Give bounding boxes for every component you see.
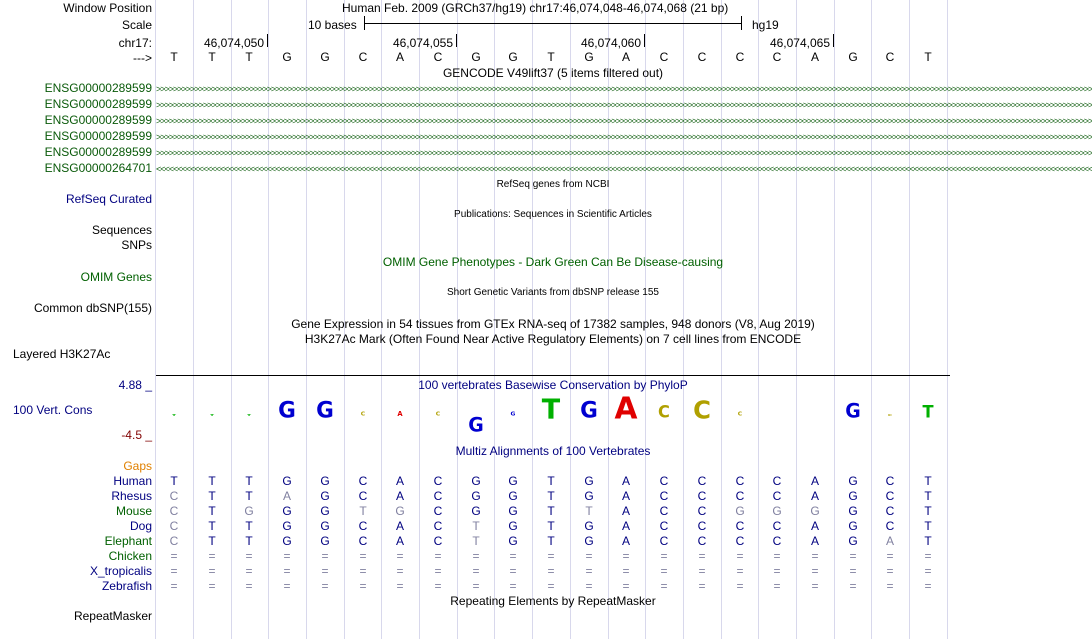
alignment-base: T: [547, 474, 555, 488]
gene-feature[interactable]: >>>>>>>>>>>>>>>>>>>>>>>>>>>>>>>>>>>>>>>>>>>>>>>>>>>>>>>>>>>>>>>>>>>>>>>>>>>>>>>>>>>>>>>>>>>>>>>>>>>>>>>>>>>>>>>>>>>>>>>>>>>>>>>>>>>>>>>>>>>>>>>>>>>>>>>>>>>>>>>>>>>>>>>>>>>>>>>>>>>>>>>>>>>>>>>>>>>>>>>>>>>>>>>>>>>>>>>>>>>>: [156, 148, 1092, 158]
conservation-letter: T: [171, 413, 177, 417]
alignment-base: T: [924, 504, 932, 518]
gene-label[interactable]: ENSG00000264701: [44, 161, 152, 175]
alignment-base: C: [697, 534, 707, 548]
scale-assembly: hg19: [752, 18, 779, 32]
reference-base: A: [395, 50, 405, 64]
alignment-base: =: [622, 549, 630, 563]
reference-base: T: [208, 50, 216, 64]
alignment-base: T: [359, 504, 367, 518]
alignment-base: G: [584, 519, 594, 533]
alignment-base: A: [621, 474, 631, 488]
gencode-track-title[interactable]: GENCODE V49lift37 (5 items filtered out): [442, 66, 664, 80]
alignment-base: G: [282, 504, 292, 518]
alignment-base: =: [509, 564, 517, 578]
alignment-base: C: [433, 474, 443, 488]
conservation-track-title[interactable]: 100 vertebrates Basewise Conservation by PhyloP: [418, 378, 688, 392]
species-label[interactable]: Zebrafish: [101, 579, 152, 593]
alignment-base: =: [245, 564, 253, 578]
reference-base: T: [547, 50, 555, 64]
conservation-letter: C: [887, 413, 893, 417]
alignment-base: A: [621, 534, 631, 548]
alignment-base: =: [509, 579, 517, 593]
repeatmasker-track-title[interactable]: Repeating Elements by RepeatMasker: [450, 594, 656, 608]
alignment-base: G: [282, 534, 292, 548]
alignment-base: C: [358, 519, 368, 533]
reference-base: C: [885, 50, 895, 64]
alignment-base: =: [396, 549, 404, 563]
alignment-base: T: [208, 519, 216, 533]
alignment-base: =: [811, 564, 819, 578]
alignment-base: =: [547, 579, 555, 593]
common-dbsnp-label[interactable]: Common dbSNP(155): [33, 301, 152, 315]
alignment-base: T: [924, 519, 932, 533]
alignment-base: =: [849, 549, 857, 563]
scale-bar-right-tick: [741, 16, 742, 30]
alignment-base: G: [320, 474, 330, 488]
reference-base: T: [170, 50, 178, 64]
alignment-base: A: [395, 489, 405, 503]
alignment-base: G: [848, 504, 858, 518]
alignment-base: C: [885, 474, 895, 488]
species-label[interactable]: Human: [113, 474, 152, 488]
alignment-base: =: [924, 579, 932, 593]
alignment-base: =: [773, 579, 781, 593]
alignment-base: =: [698, 564, 706, 578]
gene-feature[interactable]: >>>>>>>>>>>>>>>>>>>>>>>>>>>>>>>>>>>>>>>>>>>>>>>>>>>>>>>>>>>>>>>>>>>>>>>>>>>>>>>>>>>>>>>>>>>>>>>>>>>>>>>>>>>>>>>>>>>>>>>>>>>>>>>>>>>>>>>>>>>>>>>>>>>>>>>>>>>>>>>>>>>>>>>>>>>>>>>>>>>>>>>>>>>>>>>>>>>>>>>>>>>>>>>>>>>>>>>>>>>>: [156, 132, 1092, 142]
omim-genes-label[interactable]: OMIM Genes: [80, 270, 152, 284]
alignment-base: G: [282, 474, 292, 488]
conservation-letter: G: [580, 397, 598, 424]
alignment-base: C: [697, 519, 707, 533]
alignment-base: G: [810, 504, 820, 518]
alignment-base: G: [471, 504, 481, 518]
alignment-base: =: [359, 549, 367, 563]
alignment-base: A: [395, 534, 405, 548]
gene-feature[interactable]: >>>>>>>>>>>>>>>>>>>>>>>>>>>>>>>>>>>>>>>>>>>>>>>>>>>>>>>>>>>>>>>>>>>>>>>>>>>>>>>>>>>>>>>>>>>>>>>>>>>>>>>>>>>>>>>>>>>>>>>>>>>>>>>>>>>>>>>>>>>>>>>>>>>>>>>>>>>>>>>>>>>>>>>>>>>>>>>>>>>>>>>>>>>>>>>>>>>>>>>>>>>>>>>>>>>>>>>>>>>>: [156, 84, 1092, 94]
conservation-letter: G: [278, 397, 296, 424]
gene-feature[interactable]: >>>>>>>>>>>>>>>>>>>>>>>>>>>>>>>>>>>>>>>>>>>>>>>>>>>>>>>>>>>>>>>>>>>>>>>>>>>>>>>>>>>>>>>>>>>>>>>>>>>>>>>>>>>>>>>>>>>>>>>>>>>>>>>>>>>>>>>>>>>>>>>>>>>>>>>>>>>>>>>>>>>>>>>>>>>>>>>>>>>>>>>>>>>>>>>>>>>>>>>>>>>>>>>>>>>>>>>>>>>>: [156, 100, 1092, 110]
scale-bar: [364, 23, 741, 24]
alignment-base: G: [584, 534, 594, 548]
vert-cons-label[interactable]: 100 Vert. Cons: [13, 403, 93, 417]
alignment-base: C: [735, 489, 745, 503]
gene-label[interactable]: ENSG00000289599: [44, 113, 152, 127]
alignment-base: T: [170, 474, 178, 488]
alignment-base: C: [358, 489, 368, 503]
alignment-base: G: [772, 504, 782, 518]
alignment-base: C: [885, 504, 895, 518]
gene-label[interactable]: ENSG00000289599: [44, 145, 152, 159]
snps-label[interactable]: SNPs: [121, 238, 152, 252]
conservation-letter: G: [316, 397, 334, 424]
alignment-base: =: [208, 579, 216, 593]
alignment-base: C: [169, 534, 179, 548]
alignment-base: T: [208, 534, 216, 548]
alignment-base: G: [508, 474, 518, 488]
alignment-base: G: [508, 534, 518, 548]
alignment-base: =: [396, 564, 404, 578]
conservation-letter: C: [435, 411, 441, 418]
alignment-base: G: [508, 504, 518, 518]
alignment-base: A: [621, 519, 631, 533]
alignment-base: C: [659, 534, 669, 548]
alignment-base: =: [924, 549, 932, 563]
conservation-letter: C: [737, 411, 743, 418]
conservation-letter: A: [397, 409, 403, 419]
alignment-base: G: [848, 519, 858, 533]
reference-base: G: [282, 50, 292, 64]
alignment-base: C: [659, 504, 669, 518]
alignment-base: G: [735, 504, 745, 518]
window-position-label: Window Position: [63, 1, 152, 15]
gaps-label[interactable]: Gaps: [123, 459, 152, 473]
h3k27ac-track-title[interactable]: H3K27Ac Mark (Often Found Near Active Regulatory Elements) on 7 cell lines from ENCODE: [304, 332, 802, 346]
coordinate-label: 46,074,060: [580, 36, 641, 50]
alignment-base: =: [245, 579, 253, 593]
reference-base: G: [320, 50, 330, 64]
alignment-base: C: [169, 504, 179, 518]
alignment-base: =: [321, 549, 329, 563]
alignment-base: G: [848, 534, 858, 548]
alignment-base: =: [283, 579, 291, 593]
alignment-base: C: [735, 474, 745, 488]
cons-max-label: 4.88 _: [118, 378, 152, 392]
alignment-base: =: [509, 549, 517, 563]
conservation-letter: C: [693, 394, 711, 425]
alignment-base: G: [584, 489, 594, 503]
alignment-base: =: [698, 549, 706, 563]
alignment-base: =: [208, 549, 216, 563]
alignment-base: G: [848, 489, 858, 503]
alignment-base: C: [697, 489, 707, 503]
cons-min-label: -4.5 _: [121, 428, 152, 442]
alignment-base: G: [848, 474, 858, 488]
alignment-base: G: [584, 474, 594, 488]
gene-feature[interactable]: >>>>>>>>>>>>>>>>>>>>>>>>>>>>>>>>>>>>>>>>>>>>>>>>>>>>>>>>>>>>>>>>>>>>>>>>>>>>>>>>>>>>>>>>>>>>>>>>>>>>>>>>>>>>>>>>>>>>>>>>>>>>>>>>>>>>>>>>>>>>>>>>>>>>>>>>>>>>>>>>>>>>>>>>>>>>>>>>>>>>>>>>>>>>>>>>>>>>>>>>>>>>>>>>>>>>>>>>>>>>: [156, 116, 1092, 126]
alignment-base: A: [621, 489, 631, 503]
alignment-base: =: [547, 564, 555, 578]
alignment-base: T: [245, 474, 253, 488]
reference-base: C: [358, 50, 368, 64]
alignment-base: C: [169, 489, 179, 503]
alignment-base: =: [622, 564, 630, 578]
alignment-base: =: [472, 549, 480, 563]
alignment-base: =: [886, 579, 894, 593]
alignment-base: C: [735, 519, 745, 533]
coordinate-label: 46,074,050: [203, 36, 264, 50]
layered-h3k27ac-label[interactable]: Layered H3K27Ac: [13, 347, 111, 361]
alignment-base: =: [886, 549, 894, 563]
dbsnp-track-title[interactable]: Short Genetic Variants from dbSNP release 155: [447, 287, 659, 298]
scale-label: Scale: [121, 18, 152, 32]
alignment-base: C: [433, 504, 443, 518]
alignment-base: C: [885, 489, 895, 503]
alignment-base: T: [472, 519, 480, 533]
conservation-letter: T: [541, 393, 561, 426]
alignment-base: =: [283, 564, 291, 578]
alignment-base: G: [395, 504, 405, 518]
conservation-letter: T: [209, 413, 215, 417]
refseq-track-title[interactable]: RefSeq genes from NCBI: [496, 179, 610, 190]
gene-feature[interactable]: <<<<<<<<<<<<<<<<<<<<<<<<<<<<<<<<<<<<<<<<<<<<<<<<<<<<<<<<<<<<<<<<<<<<<<<<<<<<<<<<<<<<<<<<<<<<<<<<<<<<<<<<<<<<<<<<<<<<<<<<<<<<<<<<<<<<<<<<<<<<<<<<<<<<<<<<<<<<<<<<<<<<<<<<<<<<<<<<<<<<<<<<<<<<<<<<<<<<<<<<<<<<<<<<<<<<<<<<<<<<: [156, 164, 1092, 174]
reference-base: T: [245, 50, 253, 64]
alignment-base: =: [736, 564, 744, 578]
alignment-base: A: [885, 534, 895, 548]
alignment-base: G: [471, 489, 481, 503]
alignment-base: T: [208, 489, 216, 503]
alignment-base: T: [924, 534, 932, 548]
species-label[interactable]: Mouse: [115, 504, 152, 518]
alignment-base: =: [585, 549, 593, 563]
alignment-base: C: [772, 489, 782, 503]
alignment-base: A: [810, 519, 820, 533]
alignment-base: T: [245, 489, 253, 503]
omim-track-title[interactable]: OMIM Gene Phenotypes - Dark Green Can Be Disease-causing: [382, 255, 724, 269]
alignment-base: T: [245, 534, 253, 548]
species-label[interactable]: Rhesus: [111, 489, 152, 503]
alignment-base: C: [772, 519, 782, 533]
alignment-base: =: [396, 579, 404, 593]
alignment-base: T: [547, 519, 555, 533]
alignment-base: T: [585, 504, 593, 518]
conservation-letter: G: [468, 413, 484, 437]
species-label[interactable]: Elephant: [104, 534, 152, 548]
alignment-base: =: [434, 564, 442, 578]
alignment-base: =: [849, 579, 857, 593]
genome-browser-tracks[interactable]: [156, 0, 1092, 639]
coordinate-label: 46,074,065: [769, 36, 830, 50]
repeatmasker-label[interactable]: RepeatMasker: [73, 609, 152, 623]
gtex-track-title[interactable]: Gene Expression in 54 tissues from GTEx RNA-seq of 17382 samples, 948 donors (V8, Aug 2019): [291, 317, 815, 331]
alignment-base: T: [924, 474, 932, 488]
alignment-base: A: [810, 474, 820, 488]
alignment-base: =: [886, 564, 894, 578]
alignment-base: C: [659, 519, 669, 533]
species-label[interactable]: X_tropicalis: [89, 564, 152, 578]
alignment-base: T: [472, 534, 480, 548]
alignment-base: C: [358, 474, 368, 488]
coordinate-tick: [267, 34, 268, 47]
alignment-base: =: [170, 549, 178, 563]
alignment-base: =: [245, 549, 253, 563]
alignment-base: =: [472, 564, 480, 578]
alignment-base: A: [282, 489, 292, 503]
reference-base: A: [810, 50, 820, 64]
alignment-base: G: [320, 534, 330, 548]
alignment-base: A: [810, 534, 820, 548]
alignment-base: G: [508, 489, 518, 503]
gene-label[interactable]: ENSG00000289599: [44, 81, 152, 95]
alignment-base: G: [508, 519, 518, 533]
alignment-base: C: [659, 474, 669, 488]
conservation-letter: T: [246, 413, 252, 417]
alignment-base: G: [320, 489, 330, 503]
strand-label: --->: [133, 51, 152, 65]
alignment-base: C: [358, 534, 368, 548]
alignment-base: =: [698, 579, 706, 593]
alignment-base: =: [811, 579, 819, 593]
alignment-base: =: [472, 579, 480, 593]
gene-label[interactable]: ENSG00000289599: [44, 97, 152, 111]
conservation-letter: G: [845, 399, 861, 423]
reference-base: C: [772, 50, 782, 64]
alignment-base: =: [434, 579, 442, 593]
alignment-base: =: [660, 564, 668, 578]
conservation-letter: C: [360, 411, 366, 418]
alignment-base: T: [547, 504, 555, 518]
scale-text: 10 bases: [308, 18, 357, 32]
alignment-base: =: [321, 579, 329, 593]
reference-base: A: [621, 50, 631, 64]
alignment-base: =: [660, 579, 668, 593]
alignment-base: =: [736, 549, 744, 563]
alignment-base: G: [471, 474, 481, 488]
alignment-base: =: [811, 549, 819, 563]
coordinate-label: 46,074,055: [392, 36, 453, 50]
conservation-letter: A: [614, 390, 638, 427]
alignment-base: =: [208, 564, 216, 578]
window-position-text: Human Feb. 2009 (GRCh37/hg19) chr17:46,074,048-46,074,068 (21 bp): [342, 1, 729, 15]
alignment-base: =: [283, 549, 291, 563]
coordinate-tick: [456, 34, 457, 47]
alignment-base: =: [585, 564, 593, 578]
sequences-label[interactable]: Sequences: [91, 223, 152, 237]
alignment-base: A: [395, 519, 405, 533]
chrom-label: chr17:: [118, 36, 152, 50]
reference-base: G: [471, 50, 481, 64]
alignment-base: =: [321, 564, 329, 578]
alignment-base: C: [433, 534, 443, 548]
alignment-base: =: [660, 549, 668, 563]
alignment-base: =: [622, 579, 630, 593]
coordinate-tick: [644, 34, 645, 47]
alignment-base: C: [885, 519, 895, 533]
conservation-letter: T: [922, 401, 934, 422]
alignment-base: A: [395, 474, 405, 488]
alignment-base: C: [169, 519, 179, 533]
reference-base: G: [848, 50, 858, 64]
alignment-base: =: [924, 564, 932, 578]
alignment-base: =: [736, 579, 744, 593]
reference-base: C: [735, 50, 745, 64]
alignment-base: C: [697, 504, 707, 518]
alignment-base: T: [547, 489, 555, 503]
coordinate-tick: [833, 34, 834, 47]
alignment-base: =: [359, 579, 367, 593]
alignment-base: C: [697, 474, 707, 488]
track-divider: [156, 375, 950, 376]
publications-track-title[interactable]: Publications: Sequences in Scientific Articles: [454, 209, 652, 220]
alignment-base: C: [735, 534, 745, 548]
alignment-base: =: [359, 564, 367, 578]
alignment-base: =: [547, 549, 555, 563]
alignment-base: =: [849, 564, 857, 578]
refseq-curated-label[interactable]: RefSeq Curated: [65, 192, 152, 206]
species-label[interactable]: Dog: [129, 519, 152, 533]
alignment-base: A: [810, 489, 820, 503]
gene-label[interactable]: ENSG00000289599: [44, 129, 152, 143]
alignment-base: =: [773, 564, 781, 578]
alignment-base: C: [659, 489, 669, 503]
alignment-base: =: [773, 549, 781, 563]
alignment-base: =: [170, 564, 178, 578]
alignment-base: G: [320, 504, 330, 518]
alignment-base: G: [282, 519, 292, 533]
alignment-base: T: [245, 519, 253, 533]
alignment-base: =: [434, 549, 442, 563]
alignment-base: C: [772, 534, 782, 548]
alignment-base: T: [547, 534, 555, 548]
alignment-base: =: [170, 579, 178, 593]
conservation-letter: C: [658, 401, 670, 422]
reference-base: G: [508, 50, 518, 64]
alignment-base: C: [433, 489, 443, 503]
alignment-base: T: [208, 504, 216, 518]
alignment-base: G: [320, 519, 330, 533]
reference-base: T: [924, 50, 932, 64]
alignment-base: T: [208, 474, 216, 488]
reference-base: G: [584, 50, 594, 64]
reference-base: C: [433, 50, 443, 64]
track-labels-panel: [0, 0, 155, 639]
alignment-base: G: [244, 504, 254, 518]
reference-base: C: [697, 50, 707, 64]
alignment-base: C: [772, 474, 782, 488]
alignment-base: C: [433, 519, 443, 533]
alignment-base: T: [924, 489, 932, 503]
alignment-base: A: [621, 504, 631, 518]
alignment-base: =: [585, 579, 593, 593]
species-label[interactable]: Chicken: [108, 549, 152, 563]
conservation-letter: G: [510, 411, 516, 418]
reference-base: C: [659, 50, 669, 64]
multiz-track-title[interactable]: Multiz Alignments of 100 Vertebrates: [455, 444, 651, 458]
